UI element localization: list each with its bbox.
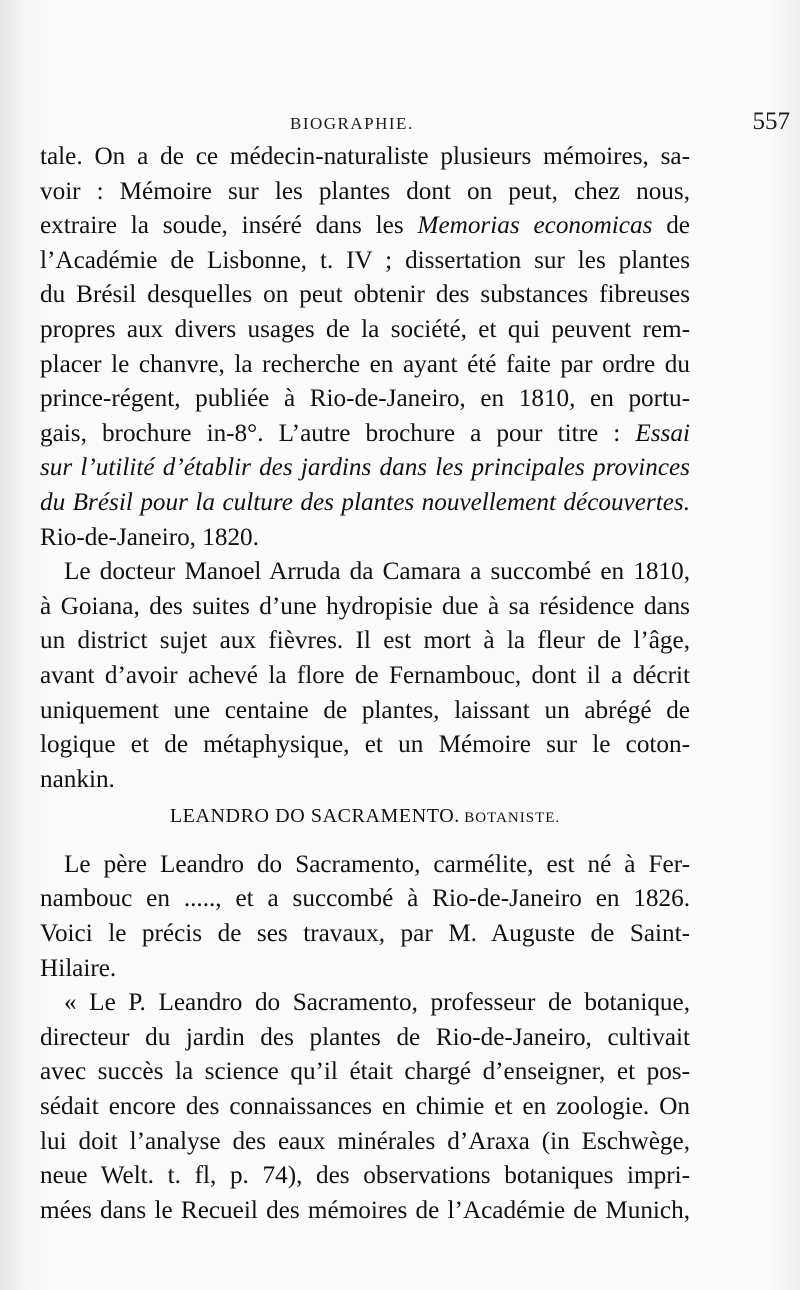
text-line: avant d’avoir achevé la flore de Fernambouc, dont il a décrit: [40, 661, 690, 689]
running-head: BIOGRAPHIE.: [290, 114, 414, 133]
text-line: Le père Leandro do Sacramento, carmélite, est né à Fer-: [64, 850, 690, 878]
text-line: prince-régent, publiée à Rio-de-Janeiro, en 1810, en portu-: [40, 385, 690, 413]
text-line: à Goiana, des suites d’une hydropisie due à sa résidence dans: [40, 592, 690, 620]
paragraph-arruda-death: [40, 555, 690, 797]
paragraph-arruda-works: [40, 140, 690, 555]
text-line: propres aux divers usages de la société, et qui peuvent rem-: [40, 315, 690, 343]
text-line: lui doit l’analyse des eaux minérales d’Araxa (in Eschwège,: [40, 1127, 690, 1155]
italic-title: Essai: [635, 419, 690, 447]
italic-title: Memorias economicas: [417, 212, 653, 240]
text-line: sédait encore des connaissances en chimie et en zoologie. On: [40, 1093, 690, 1121]
page-body: [40, 140, 690, 1228]
page-header: [40, 108, 790, 138]
text-line: Voici le précis de ses travaux, par M. Auguste de Saint-: [40, 920, 690, 948]
text-line: neue Welt. t. fl, p. 74), des observations botaniques impri-: [40, 1162, 690, 1190]
text-line: Le docteur Manoel Arruda da Camara a succombé en 1810,: [64, 558, 690, 586]
text-line: nankin.: [40, 765, 115, 793]
paragraph-leandro-intro: [40, 848, 690, 986]
italic-title-line: du Brésil pour la culture des plantes nouvellement découvertes.: [40, 488, 690, 516]
text-line: logique et de métaphysique, et un Mémoire sur le coton-: [40, 731, 690, 759]
text-line: l’Académie de Lisbonne, t. IV ; dissertation sur les plantes: [40, 246, 690, 274]
text-line: mées dans le Recueil des mémoires de l’Académie de Munich,: [40, 1196, 690, 1224]
text-line: un district sujet aux fièvres. Il est mort à la fleur de l’âge,: [40, 627, 690, 655]
text-line: uniquement une centaine de plantes, laissant un abrégé de: [40, 696, 690, 724]
text-line: du Brésil desquelles on peut obtenir des substances fibreuses: [40, 281, 690, 309]
heading-separator: .: [454, 805, 465, 828]
text-line: Rio-de-Janeiro, 1820.: [40, 523, 259, 551]
text-line: avec succès la science qu’il était chargé d’enseigner, et pos-: [40, 1058, 690, 1086]
page-number: 557: [752, 108, 790, 135]
text-line: voir : Mémoire sur les plantes dont on peut, chez nous,: [40, 177, 690, 205]
text-run: gais, brochure in-8°. L’autre brochure a pour titre :: [40, 419, 636, 447]
text-line: « Le P. Leandro do Sacramento, professeur de botanique,: [64, 989, 690, 1017]
section-heading: [40, 797, 690, 848]
text-line: tale. On a de ce médecin-naturaliste plusieurs mémoires, sa-: [40, 143, 690, 170]
paragraph-leandro-quote: [40, 986, 690, 1228]
heading-role: BOTANISTE.: [464, 810, 561, 827]
italic-title-line: sur l’utilité d’établir des jardins dans les principales provinces: [40, 454, 690, 482]
text-line: [40, 209, 690, 244]
text-run: extraire la soude, inséré dans les: [40, 212, 418, 240]
text-run: de: [652, 212, 690, 240]
text-line: [40, 417, 690, 452]
text-line: nambouc en ....., et a succombé à Rio-de-Janeiro en 1826.: [40, 885, 690, 913]
text-line: placer le chanvre, la recherche en ayant été faite par ordre du: [40, 350, 690, 378]
text-line: directeur du jardin des plantes de Rio-de-Janeiro, cultivait: [40, 1023, 690, 1051]
text-line: Hilaire.: [40, 954, 117, 982]
heading-name: LEANDRO DO SACRAMENTO: [169, 805, 455, 828]
